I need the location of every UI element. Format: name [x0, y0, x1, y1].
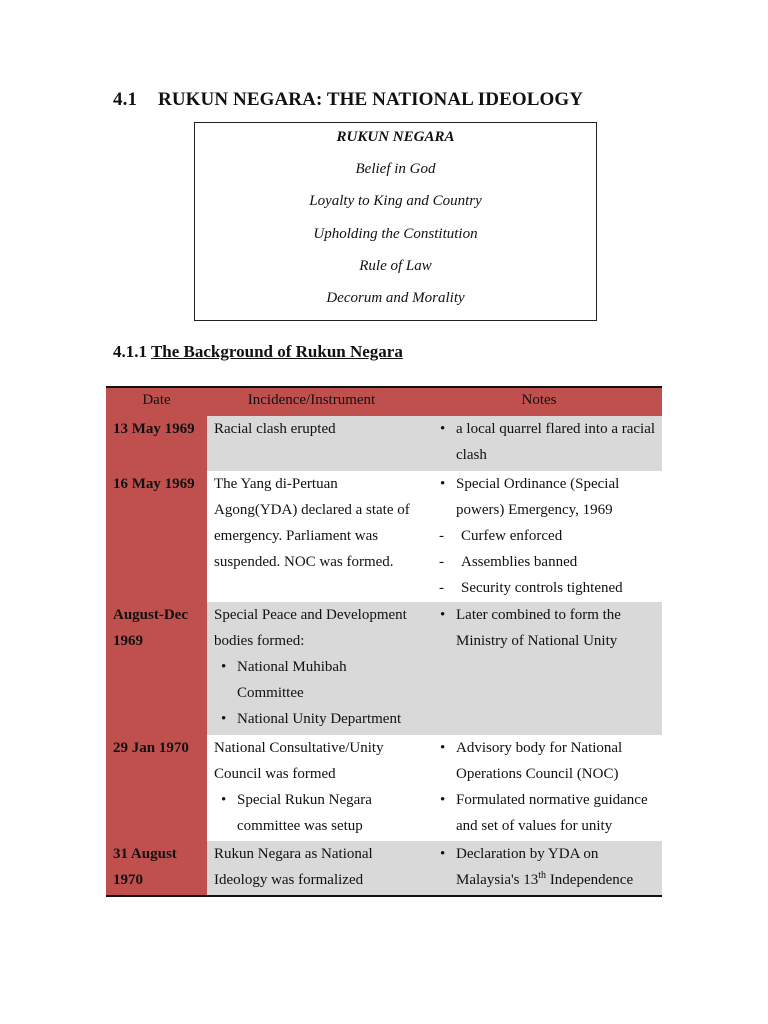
section-number: 4.1: [113, 89, 138, 110]
note-bullet: • a local quarrel flared into a racial clash: [432, 416, 658, 468]
subsection-heading: [113, 342, 403, 362]
subsection-title: The Background of Rukun Negara: [150, 342, 403, 361]
row-incidence: The Yang di-Pertuan Agong(YDA) declared a state of emergency. Parliament was suspended. NOC was formed.: [214, 476, 410, 570]
header-notes: Notes: [416, 388, 662, 416]
row-incidence: Special Peace and Development bodies formed:: [214, 607, 407, 649]
principle-3: Upholding the Constitution: [313, 226, 478, 242]
note-bullet: • Advisory body for National Operations Council (NOC): [432, 735, 658, 787]
row-date: 16 May 1969: [106, 471, 207, 602]
incidence-bullet: • National Unity Department: [214, 706, 412, 732]
note-superscript: th: [538, 870, 547, 881]
table-row: [106, 602, 662, 735]
background-table: [106, 386, 662, 897]
rukun-negara-box: [194, 122, 597, 321]
table-row: [106, 471, 662, 602]
note-bullet: • Later combined to form the Ministry of National Unity: [432, 602, 658, 654]
section-title: RUKUN NEGARA: THE NATIONAL IDEOLOGY: [158, 89, 584, 110]
header-incidence: Incidence/Instrument: [207, 388, 416, 416]
header-date: Date: [106, 388, 207, 416]
incidence-bullet: • National Muhibah Committee: [214, 654, 412, 706]
note-dash-item: - Security controls tightened: [439, 575, 658, 601]
incidence-bullet: • Special Rukun Negara committee was setup: [214, 787, 412, 839]
table-row: [106, 416, 662, 471]
principle-4: Rule of Law: [359, 258, 432, 274]
table-row: [106, 735, 662, 841]
note-bullet: [432, 841, 658, 893]
table-row: [106, 841, 662, 895]
subsection-number: 4.1.1: [113, 342, 147, 361]
note-dash-item: - Assemblies banned: [439, 549, 658, 575]
row-incidence: National Consultative/Unity Council was formed: [214, 740, 384, 782]
box-title: RUKUN NEGARA: [336, 129, 455, 145]
row-date: 29 Jan 1970: [106, 735, 207, 841]
row-date: August-Dec 1969: [106, 602, 207, 735]
row-date: 13 May 1969: [106, 416, 207, 471]
principle-5: Decorum and Morality: [326, 290, 465, 306]
note-bullet: • Formulated normative guidance and set of values for unity: [432, 787, 658, 839]
note-bullet: • Special Ordinance (Special powers) Emergency, 1969: [432, 471, 658, 523]
principle-2: Loyalty to King and Country: [309, 193, 482, 209]
note-text-end: Independence: [546, 872, 634, 888]
note-dash-item: - Curfew enforced: [439, 523, 658, 549]
row-incidence: Rukun Negara as National Ideology was formalized: [214, 846, 373, 888]
row-date: 31 August 1970: [106, 841, 207, 895]
table-header-row: [106, 388, 662, 416]
note-text: Declaration by YDA on Malaysia's 13: [456, 846, 599, 888]
principle-1: Belief in God: [355, 161, 436, 177]
row-incidence: Racial clash erupted: [214, 421, 336, 437]
section-heading: [113, 89, 583, 111]
